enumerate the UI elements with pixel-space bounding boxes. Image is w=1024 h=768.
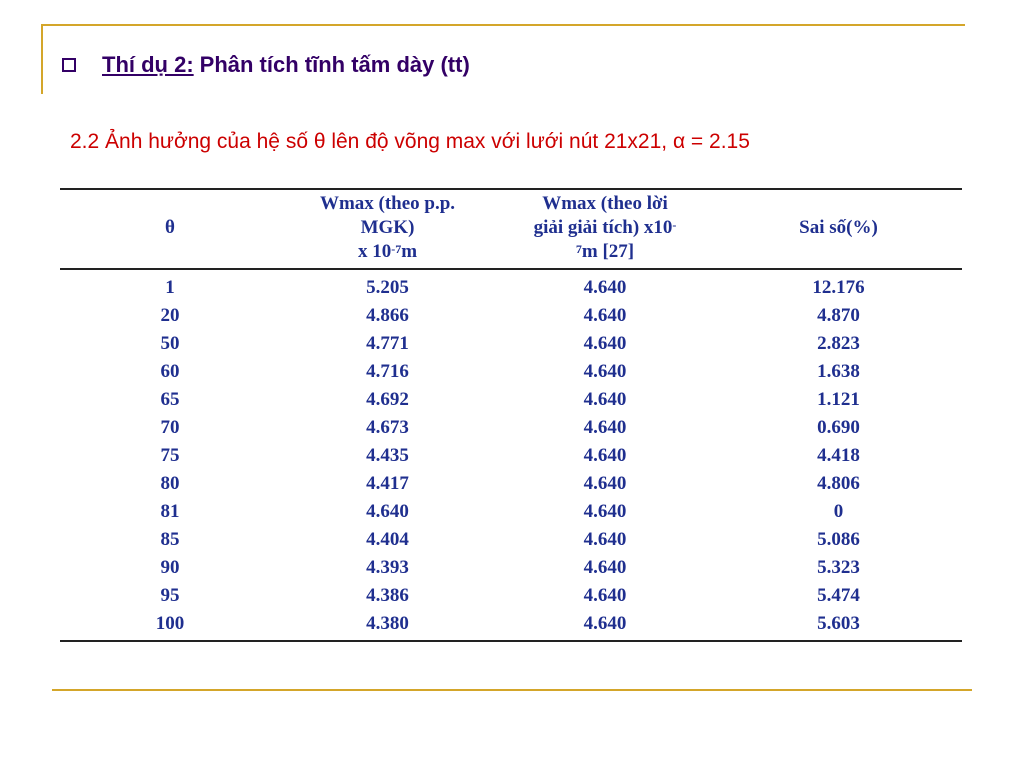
header-wmax-fem-line3 [280,240,495,264]
cell-error: 4.418 [817,445,860,466]
cell-error: 5.603 [715,610,962,641]
table-row [60,414,962,442]
table-row [60,498,962,526]
cell-error: 0.690 [817,417,860,438]
header-wmax-fem [280,189,495,269]
cell-error: 12.176 [812,277,865,298]
header-wmax-analytic-exp-part1: - [672,218,677,232]
frame-bottom-line [52,689,972,691]
frame-left-line [41,24,43,94]
cell-wmax-an: 4.640 [583,585,627,606]
cell-wmax-an: 4.640 [583,445,627,466]
table-row [60,470,962,498]
header-wmax-fem-exponent: -7 [391,242,402,256]
cell-theta: 85 [160,529,180,550]
cell-wmax-fem: 4.404 [366,529,409,550]
cell-wmax-an: 4.640 [583,361,627,382]
header-wmax-analytic-line3 [495,240,715,264]
header-theta: θ [60,189,280,269]
cell-theta: 90 [160,557,180,578]
table-row [60,582,962,610]
table-row [60,302,962,330]
cell-wmax-fem: 4.417 [366,473,409,494]
header-wmax-analytic [495,189,715,269]
cell-wmax-an: 4.640 [583,417,627,438]
cell-error: 0 [833,501,844,522]
cell-wmax-fem: 4.640 [366,501,409,522]
cell-theta: 20 [160,305,180,326]
header-wmax-analytic-unit: m [27] [581,241,635,262]
cell-wmax-an: 4.640 [583,305,627,326]
cell-theta: 65 [160,389,180,410]
cell-error: 5.086 [817,529,860,550]
cell-error: 2.823 [817,333,860,354]
cell-error: 4.806 [817,473,860,494]
cell-wmax-an: 4.640 [583,473,627,494]
table-row [60,442,962,470]
cell-wmax-an: 4.640 [583,529,627,550]
header-wmax-analytic-line1: Wmax (theo lời [542,193,668,214]
header-wmax-fem-unit-base: x 10 [357,241,392,262]
cell-wmax-fem: 4.393 [366,557,409,578]
cell-wmax-fem: 5.205 [366,277,409,298]
header-wmax-analytic-text: giải giải tích) x10 [533,217,673,238]
cell-wmax-an: 4.640 [583,389,627,410]
cell-wmax-fem: 4.771 [366,333,409,354]
cell-theta: 100 [60,610,280,641]
cell-wmax-an: 4.640 [495,610,715,641]
cell-error: 4.870 [817,305,860,326]
cell-theta: 75 [160,445,180,466]
cell-wmax-fem: 4.435 [366,445,409,466]
cell-wmax-fem: 4.386 [366,585,409,606]
table-row [60,386,962,414]
square-bullet-icon [62,58,76,72]
slide-title [62,52,470,78]
cell-wmax-fem: 4.692 [366,389,409,410]
table-row [60,610,962,641]
header-wmax-fem-unit: m [401,241,418,262]
cell-wmax-fem: 4.866 [366,305,409,326]
cell-wmax-an: 4.640 [583,277,627,298]
table-header-row [60,189,962,269]
cell-wmax-an: 4.640 [583,333,627,354]
cell-wmax-fem: 4.673 [366,417,409,438]
cell-wmax-fem: 4.380 [280,610,495,641]
header-wmax-fem-line2: MGK) [360,217,415,238]
cell-theta: 95 [160,585,180,606]
cell-wmax-an: 4.640 [583,557,627,578]
cell-theta: 81 [160,501,180,522]
results-table [60,188,962,642]
header-wmax-fem-line1: Wmax (theo p.p. [319,193,456,214]
cell-theta: 60 [160,361,180,382]
cell-theta: 1 [165,277,175,298]
header-wmax-analytic-line2 [495,216,715,240]
table-row [60,358,962,386]
slide-subtitle: 2.2 Ảnh hưởng của hệ số θ lên độ võng max với lưới nút 21x21, α = 2.15 [70,130,750,153]
cell-theta: 80 [160,473,180,494]
cell-wmax-fem: 4.716 [366,361,409,382]
cell-theta: 50 [160,333,180,354]
cell-theta: 70 [160,417,180,438]
table-row [60,526,962,554]
table-row [60,330,962,358]
title-text: Phân tích tĩnh tấm dày (tt) [199,52,470,77]
cell-error: 1.638 [817,361,860,382]
cell-error: 1.121 [817,389,860,410]
table-row [60,269,962,302]
table-body [60,269,962,641]
header-wmax-analytic-exp-part2: 7 [575,242,582,256]
cell-wmax-an: 4.640 [583,501,627,522]
cell-error: 5.323 [817,557,860,578]
table-row [60,554,962,582]
title-prefix: Thí dụ 2: [102,52,194,77]
cell-error: 5.474 [817,585,860,606]
frame-top-line [41,24,965,26]
header-error: Sai số(%) [715,189,962,269]
